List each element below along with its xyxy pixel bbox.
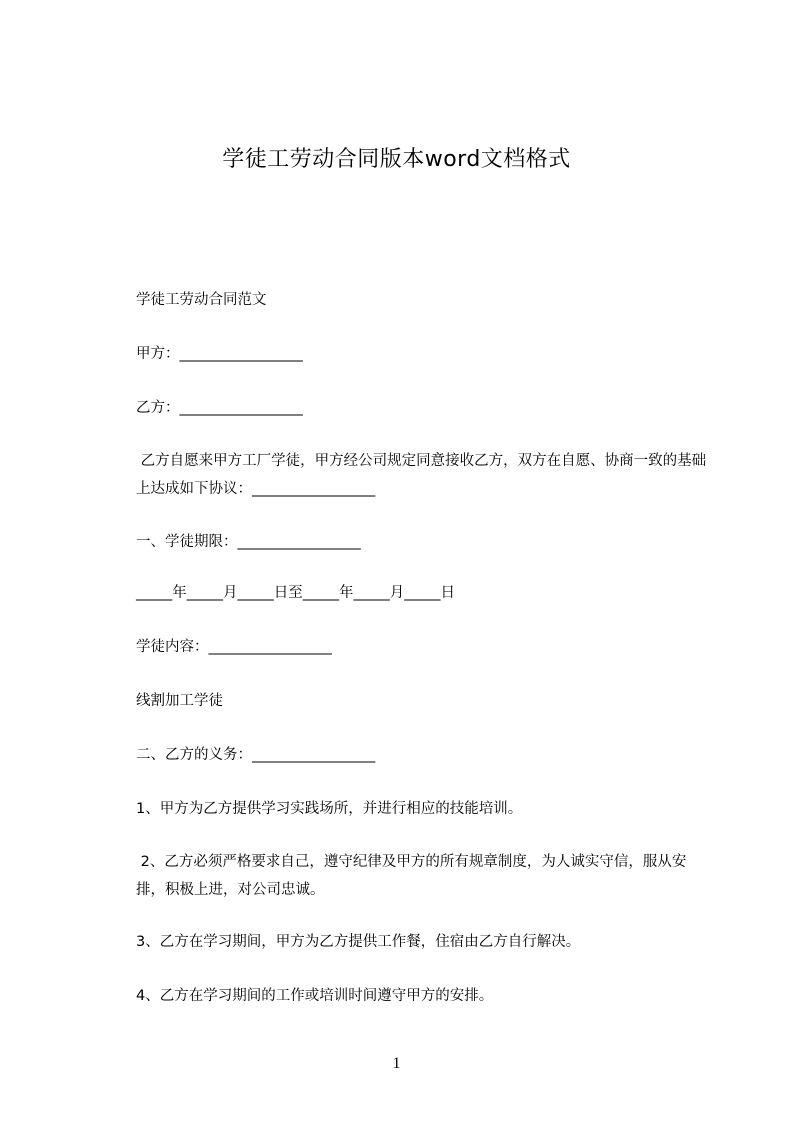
section-term: 一、学徒期限：_________________	[136, 534, 361, 550]
date-range: _____年_____月_____日至_____年_____月_____日	[136, 585, 455, 601]
paragraph-intro: 乙方自愿来甲方工厂学徒，甲方经公司规定同意接收乙方，双方在自愿、协商一致的基础上达成如下协议：_________________	[136, 453, 707, 497]
apprentice-content: 学徒内容：_________________	[136, 639, 332, 655]
clause-2: 2、乙方必须严格要求自己，遵守纪律及甲方的所有规章制度，为人诚实守信，服从安排，积极上进，对公司忠诚。	[136, 854, 687, 898]
clause-3: 3、乙方在学习期间，甲方为乙方提供工作餐，住宿由乙方自行解决。	[136, 934, 581, 950]
clause-1: 1、甲方为乙方提供学习实践场所，并进行相应的技能培训。	[136, 801, 523, 817]
apprentice-type: 线割加工学徒	[136, 693, 223, 709]
paragraph-heading: 学徒工劳动合同范文	[136, 292, 267, 308]
document-title: 学徒工劳动合同版本word文档格式	[222, 147, 571, 172]
page-number: 1	[392, 1055, 401, 1072]
party-b-field: 乙方：_________________	[136, 400, 303, 416]
clause-4: 4、乙方在学习期间的工作或培训时间遵守甲方的安排。	[136, 988, 494, 1004]
section-obligations: 二、乙方的义务：_________________	[136, 747, 376, 763]
party-a-field: 甲方：_________________	[136, 346, 303, 362]
